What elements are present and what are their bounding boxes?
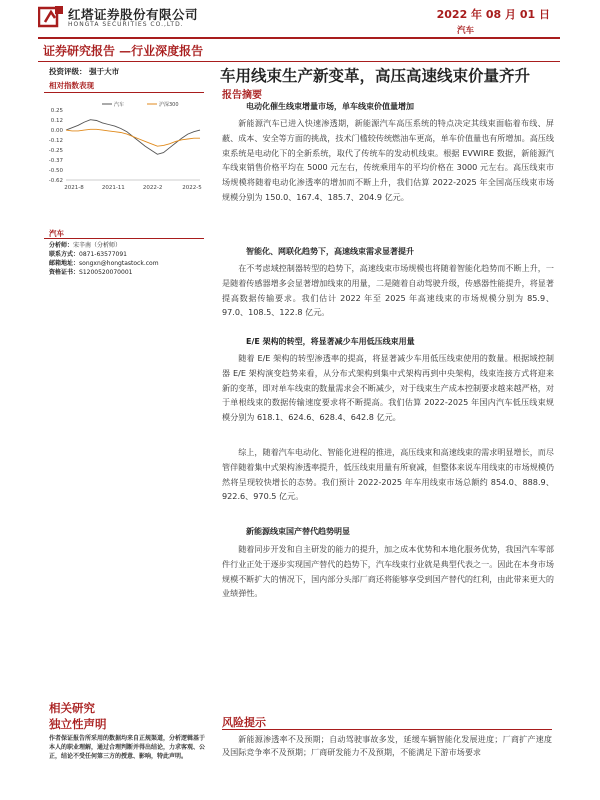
legend-label: 汽车 [114,102,125,108]
chart-legend [102,101,179,108]
investment-rating: 投资评级： 强于大市 [49,67,120,76]
report-headline: 车用线束生产新变革，高压高速线束价量齐升 [220,66,531,85]
report-series-title: 证券研究报告 —行业深度报告 [43,44,204,58]
analyst-cert: S1200520070001 [79,269,133,276]
series-divider [38,61,560,62]
section-heading: E/E 架构的转型，将显著减少车用低压线束用量 [246,337,415,346]
header-divider [38,37,560,39]
section-paragraph: 随着 E/E 架构的转型渗透率的提高，将显著减少车用低压线束使用的数量。根据域控制器 E/E 架构演变趋势来看，从分布式架构到集中式架构再到中央架构，线束连接方式将迎来新的变革，即对单车线束的数量需求会不断减少，对于线束生产成本控制要求越来越严格，对于单根线束的数据传输速度要求将不断提高。我们估算 2022-2025 年国内汽车低压线束规模分别为 618.1、624.6、628.4、642.8 亿元。 [222,353,554,423]
analyst-name: 宋辛南（分析师） [73,242,122,249]
y-tick-label: 0.12 [50,118,63,124]
y-tick-label: -0.37 [48,158,63,164]
x-tick-label: 2022-2 [142,185,163,191]
x-tick-label: 2022-5 [182,185,202,191]
section-paragraph: 综上，随着汽车电动化、智能化进程的推进，高压线束和高速线束的需求明显增长，而尽管伴随着集中式架构渗透率提升，低压线束用量有所衰减，但整体来说车用线束的市场规模仍然将呈现较快增长的态势。我们预计 2022-2025 年车用线束市场总额约 854.0、888.9、922.6、970.5 亿元。 [222,447,554,502]
related-research-title: 相关研究 [49,701,95,715]
report-date: 2022 年 08 月 01 日 [436,8,550,21]
x-tick-label: 2021-11 [101,185,125,191]
section-heading: 电动化催生线束增量市场，单车线束价值量增加 [246,102,414,111]
relative-index-chart [40,100,205,195]
analyst-cert-label: 资格证书： [49,269,80,276]
y-tick-label: 0.00 [50,128,63,134]
chart-x-ticks [64,185,202,191]
y-tick-label: -0.62 [48,178,63,184]
summary-title: 报告摘要 [222,90,262,101]
section-paragraph: 随着同步开发和自主研发的能力的提升，加之成本优势和本地化服务优势，我国汽车零部件行业正处于逐步实现国产替代的趋势下，汽车线束行业就是典型代表之一。因此在本身市场规模不断扩大的情况下，国内部分头部厂商还将能够享受到国产替代的红利，由此带来更大的业绩弹性。 [222,544,554,599]
y-tick-label: -0.12 [48,138,63,144]
analyst-phone-label: 联系方式： [49,251,80,258]
series-line [66,129,200,146]
chart-y-ticks [49,108,64,184]
report-sector: 汽车 [456,26,474,36]
risk-divider [222,729,552,730]
section-paragraph: 在不考虑域控制器转型的趋势下，高速线束市场规模也将随着智能化趋势而不断上升，一是随着传感器增多会显著增加线束的用量，二是随着自动驾驶升级，传感器性能提升，将显著提高数据传输要求。我们估计 2022 年至 2025 年高速线束的市场规模分别为 85.9、97.0、108.5、122.8 亿元。 [222,263,554,318]
section-heading: 新能源线束国产替代趋势明显 [246,527,350,536]
chart-lines [66,120,200,155]
analyst-cert-row [49,268,159,277]
analyst-email[interactable]: songxn@hongtastock.com [79,260,159,267]
y-tick-label: -0.25 [48,148,63,154]
brand-name-cn: 红塔证券股份有限公司 [68,7,199,22]
perf-divider [44,92,204,93]
analyst-email-row [49,259,159,268]
analyst-phone: 0871-63577091 [79,251,127,258]
sector-label: 汽车 [49,229,64,238]
relative-index-title: 相对指数表现 [49,81,94,90]
y-tick-label: 0.25 [50,108,63,114]
analyst-phone-row [49,250,159,259]
legend-label: 沪深300 [159,102,179,108]
independence-statement-title: 独立性声明 [49,717,107,731]
risk-title: 风险提示 [222,716,266,729]
analyst-email-label: 邮箱地址： [49,260,80,267]
sector-divider [44,238,204,239]
analyst-info [49,241,159,277]
company-logo-icon [38,6,64,28]
risk-text: 新能源渗透率不及预期；自动驾驶事故多发，延缓车辆智能化发展进度；厂商扩产速度及国际竞争率不及预期；厂商研发能力不及预期，不能满足下游市场要求 [222,734,552,757]
brand-name-en: HONGTA SECURITIES CO.,LTD. [68,21,184,28]
analyst-name-row [49,241,159,250]
x-tick-label: 2021-8 [64,185,84,191]
analyst-name-label: 分析师： [49,242,74,249]
section-paragraph: 新能源汽车已进入快速渗透期，新能源汽车高压系统的特点决定其线束面临着布线、屏蔽、成本、安全等方面的挑战，技术门槛较传统燃油车更高，单车价值量也有所增加。高压线束系统是电动化下的全新系统，取代了传统车的发动机线束。根据 EVWIRE 数据，新能源汽车线束销售价格平均在 5000 元左右，传统乘用车的平均价格在 3000 元左右。高压线束市场规模将随着电动化渗透率的增加而不断上升，我们估算 2022-2025 年全国高压线束市场规模分别为 150.0、167.4、185.7、204.9 亿元。 [222,118,554,202]
section-heading: 智能化、网联化趋势下，高速线束需求显著提升 [246,247,414,256]
independence-statement-text: 作者保证报告所采用的数据均来自正规渠道，分析逻辑基于本人的职业理解，通过合理判断并得出结论，力求客观、公正，结论不受任何第三方的授意、影响，特此声明。 [49,735,206,760]
y-tick-label: -0.50 [48,168,63,174]
